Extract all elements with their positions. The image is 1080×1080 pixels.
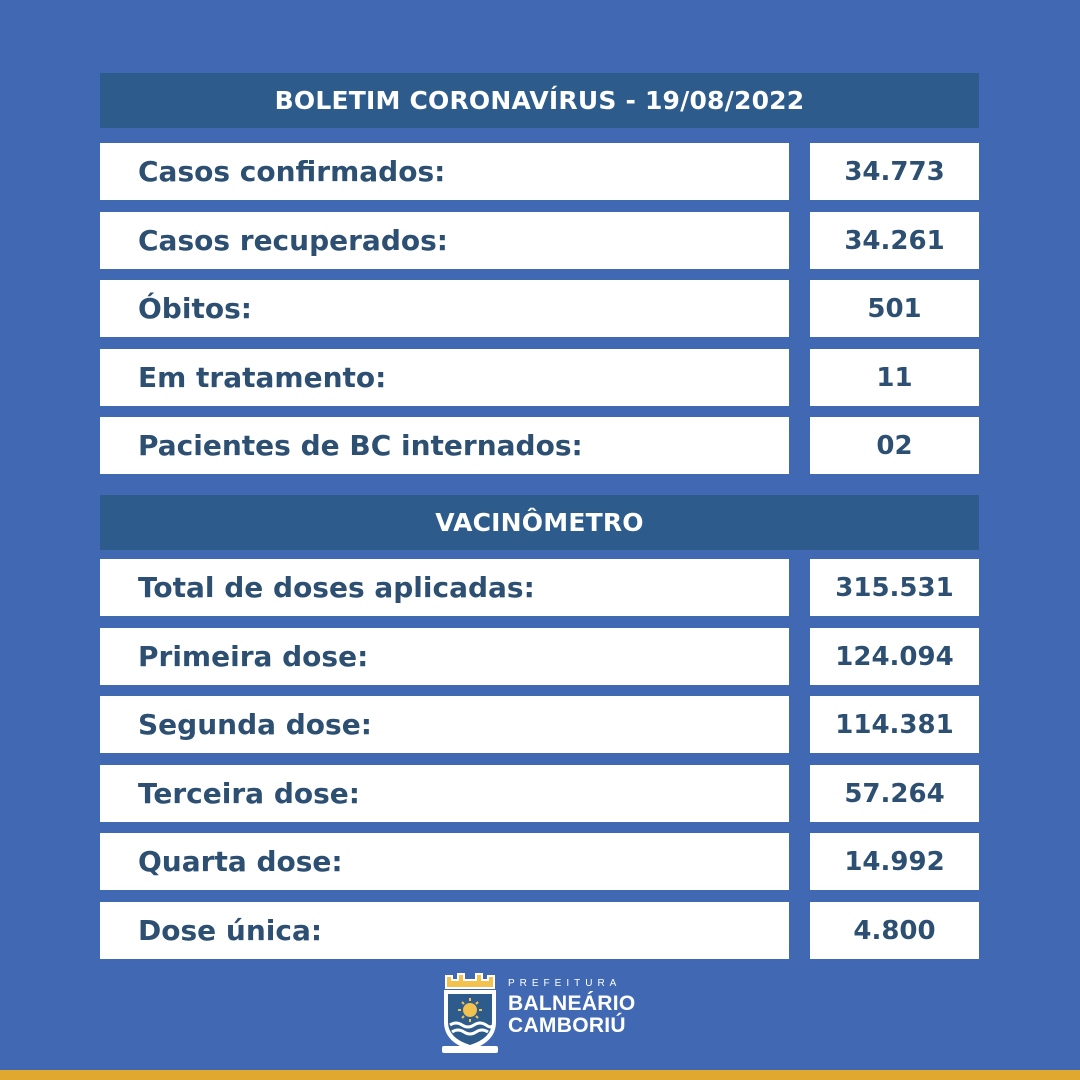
stat-value: 11 [810, 349, 979, 406]
stat-label: Em tratamento: [100, 349, 789, 406]
vacina-row-total-doses [100, 559, 979, 616]
logo-line2: CAMBORIÚ [508, 1014, 626, 1037]
vacina-row-terceira-dose [100, 765, 979, 822]
stat-value: 501 [810, 280, 979, 337]
stat-row-pacientes-internados [100, 417, 979, 474]
stat-label: Total de doses aplicadas: [100, 559, 789, 616]
stat-row-casos-recuperados [100, 212, 979, 269]
vacina-row-quarta-dose [100, 833, 979, 890]
stat-label: Terceira dose: [100, 765, 789, 822]
logo-prefix: PREFEITURA [508, 978, 622, 989]
vacinometro-title: VACINÔMETRO [100, 495, 979, 550]
stat-label: Casos confirmados: [100, 143, 789, 200]
stat-label: Casos recuperados: [100, 212, 789, 269]
city-crest-icon [440, 970, 500, 1054]
stat-row-em-tratamento [100, 349, 979, 406]
prefeitura-logo [440, 970, 660, 1060]
vacina-row-dose-unica [100, 902, 979, 959]
stat-value: 02 [810, 417, 979, 474]
stat-value: 34.261 [810, 212, 979, 269]
boletim-title: BOLETIM CORONAVÍRUS - 19/08/2022 [100, 73, 979, 128]
stat-label: Pacientes de BC internados: [100, 417, 789, 474]
stat-value: 124.094 [810, 628, 979, 685]
stat-label: Primeira dose: [100, 628, 789, 685]
stat-value: 114.381 [810, 696, 979, 753]
stat-value: 57.264 [810, 765, 979, 822]
stat-value: 14.992 [810, 833, 979, 890]
logo-line1: BALNEÁRIO [508, 992, 636, 1015]
stat-row-obitos [100, 280, 979, 337]
vacina-row-primeira-dose [100, 628, 979, 685]
bottom-accent-bar [0, 1070, 1080, 1080]
stat-label: Óbitos: [100, 280, 789, 337]
vacina-row-segunda-dose [100, 696, 979, 753]
stat-value: 4.800 [810, 902, 979, 959]
stat-row-casos-confirmados [100, 143, 979, 200]
stat-value: 315.531 [810, 559, 979, 616]
stat-label: Quarta dose: [100, 833, 789, 890]
stat-value: 34.773 [810, 143, 979, 200]
stat-label: Dose única: [100, 902, 789, 959]
stat-label: Segunda dose: [100, 696, 789, 753]
